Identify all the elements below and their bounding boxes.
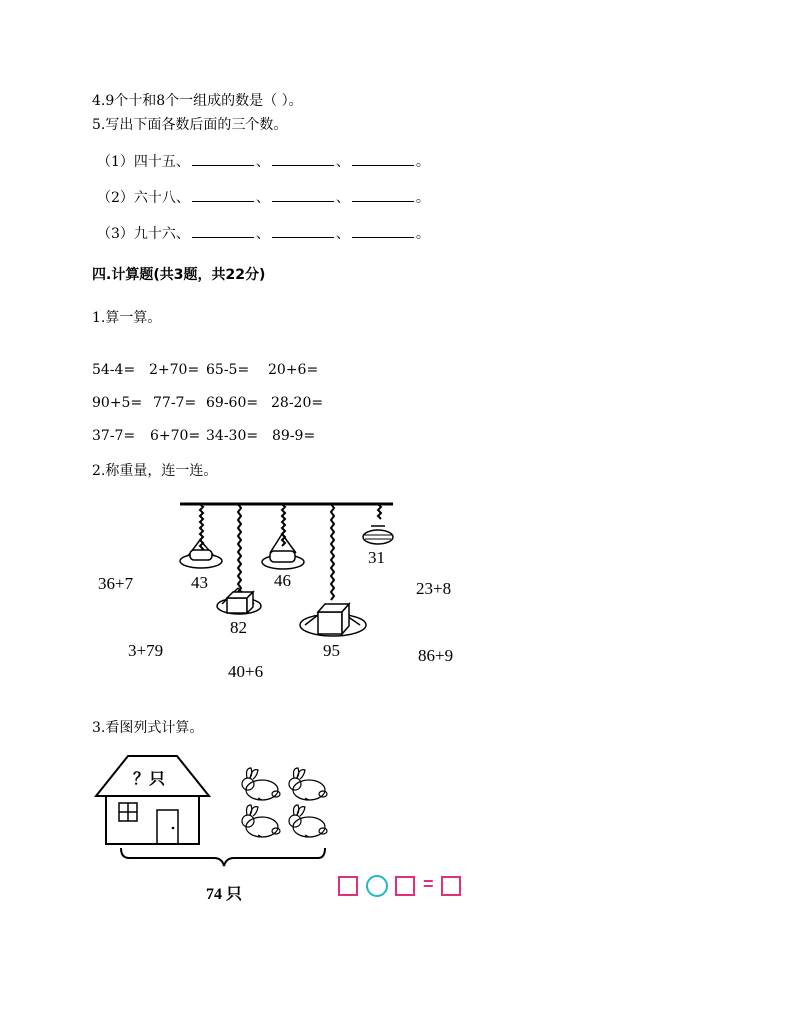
calc-item: 37-7= [92,428,136,444]
calc-item: 69-60= [206,395,259,411]
calc-item: 28-20= [271,395,324,411]
expression-label[interactable]: 3+79 [128,641,164,660]
weight-label: 46 [274,571,291,590]
calc-2-title: 2.称重量，连一连。 [92,463,218,479]
calc-1-title: 1.算一算。 [92,310,162,326]
item-label: （3）九十六、 [97,226,190,242]
separator: 、 [255,154,270,170]
equals-sign: = [423,874,434,894]
expression-label[interactable]: 36+7 [98,574,134,593]
calc-3-title: 3.看图列式计算。 [92,720,204,736]
item-label: （1）四十五、 [97,154,190,170]
house-label: ？只 [133,771,166,788]
question-4: 4.9个十和8个一组成的数是（ ）。 [92,93,303,109]
separator: 、 [255,190,270,206]
separator: 、 [335,154,350,170]
weight-label: 95 [323,641,340,660]
weight-label: 43 [191,573,208,592]
separator: 、 [255,226,270,242]
calc-item: 6+70= [150,428,201,444]
calc-item: 54-4= [92,362,136,378]
expression-label[interactable]: 23+8 [416,579,452,598]
rabbit-icon [242,768,280,800]
rabbit-icon [289,768,327,800]
operator-circle[interactable] [366,875,388,897]
calc-item: 90+5= [92,395,143,411]
calc-item: 2+70= [149,362,200,378]
calc-item: 34-30= [206,428,259,444]
calc-item: 20+6= [268,362,319,378]
period: 。 [415,226,430,242]
section-title: 四.计算题(共3题，共22分) [92,267,266,283]
total-label: 74 只 [206,886,243,903]
period: 。 [415,190,430,206]
weight-label: 82 [230,618,247,637]
rabbit-icon [289,805,327,837]
answer-box[interactable] [395,876,415,896]
calc-item: 89-9= [272,428,316,444]
period: 。 [415,154,430,170]
expression-label[interactable]: 40+6 [228,662,264,681]
answer-box[interactable] [441,876,461,896]
calc-item: 65-5= [206,362,250,378]
item-label: （2）六十八、 [97,190,190,206]
rabbit-icon [242,805,280,837]
weight-label: 31 [368,548,385,567]
separator: 、 [335,226,350,242]
expression-label[interactable]: 86+9 [418,646,454,665]
separator: 、 [335,190,350,206]
answer-box[interactable] [338,876,358,896]
calc-item: 77-7= [153,395,197,411]
question-5-title: 5.写出下面各数后面的三个数。 [92,117,288,133]
